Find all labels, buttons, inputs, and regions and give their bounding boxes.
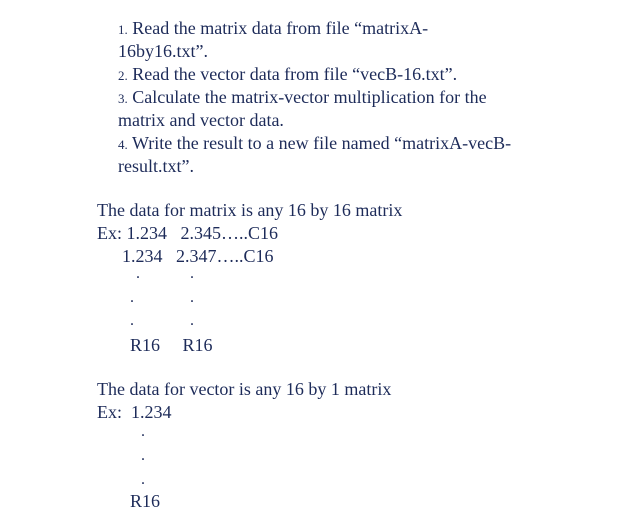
step-3-line-1	[118, 86, 487, 110]
matrix-example-row-1: Ex: 1.234 2.345…..C16	[97, 223, 279, 243]
step-2-text: Read the vector data from file “vecB-16.txt”.	[132, 64, 458, 84]
vector-last-row: R16	[130, 491, 161, 511]
step-1-text: Read the matrix data from file “matrixA-	[132, 18, 429, 38]
matrix-dot: .	[190, 265, 194, 282]
matrix-dot: .	[190, 289, 194, 306]
matrix-heading: The data for matrix is any 16 by 16 matrix	[97, 200, 403, 220]
matrix-last-row: R16 R16	[130, 335, 213, 355]
matrix-dot: .	[130, 289, 134, 306]
vector-heading: The data for vector is any 16 by 1 matrix	[97, 379, 392, 399]
matrix-dot: .	[136, 265, 140, 282]
step-4-line-1	[118, 132, 511, 156]
step-1-line-1	[118, 17, 428, 41]
step-4-text: Write the result to a new file named “matrixA-vecB-	[131, 133, 512, 153]
matrix-example-row-2: 1.234 2.347…..C16	[122, 246, 274, 266]
step-2-line-1	[118, 63, 457, 87]
step-4-number: 4.	[118, 137, 128, 152]
vector-dot: .	[141, 447, 145, 464]
step-1-number: 1.	[118, 22, 128, 37]
step-1-line-2: 16by16.txt”.	[118, 41, 208, 61]
step-2-number: 2.	[118, 68, 128, 83]
vector-example-row-1: Ex: 1.234	[97, 402, 172, 422]
step-3-number: 3.	[118, 91, 128, 106]
vector-dot: .	[141, 471, 145, 488]
matrix-dot: .	[130, 312, 134, 329]
step-3-line-2: matrix and vector data.	[118, 110, 284, 130]
vector-dot: .	[141, 423, 145, 440]
matrix-dot: .	[190, 312, 194, 329]
step-4-line-2: result.txt”.	[118, 156, 194, 176]
step-3-text: Calculate the matrix-vector multiplication for the	[132, 87, 487, 107]
